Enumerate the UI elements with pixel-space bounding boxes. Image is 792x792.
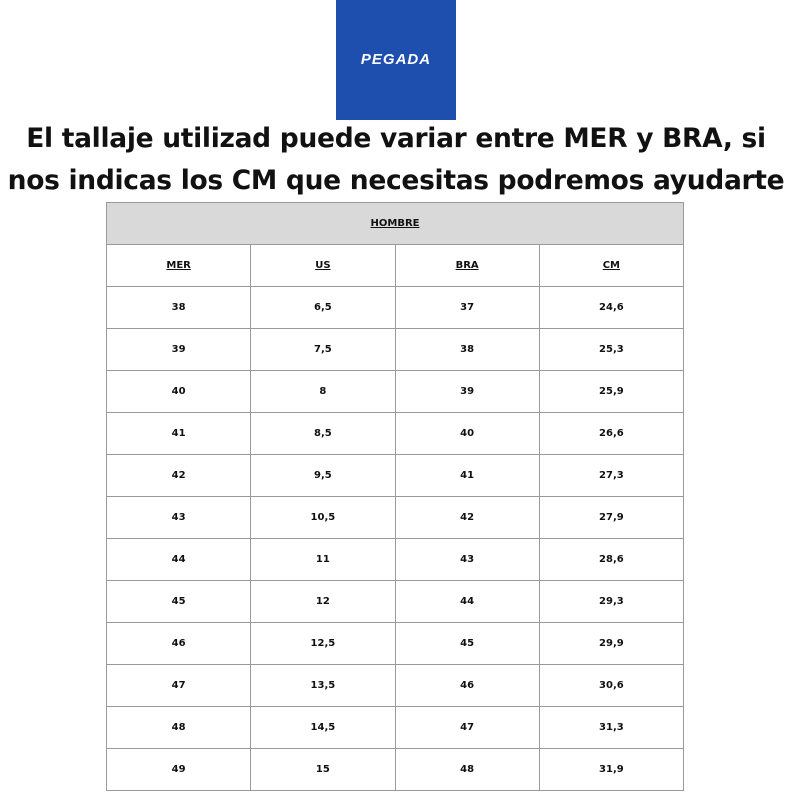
table-cell-bra: 46 <box>395 665 539 707</box>
table-cell-bra: 41 <box>395 455 539 497</box>
table-row <box>107 413 684 455</box>
table-cell-mer: 39 <box>107 329 251 371</box>
table-cell-cm: 25,9 <box>539 371 683 413</box>
table-cell-us: 12 <box>251 581 395 623</box>
table-cell-us: 8 <box>251 371 395 413</box>
table-row <box>107 581 684 623</box>
headline <box>0 118 792 202</box>
table-cell-mer: 42 <box>107 455 251 497</box>
table-cell-mer: 48 <box>107 707 251 749</box>
table-cell-cm: 28,6 <box>539 539 683 581</box>
table-cell-us: 9,5 <box>251 455 395 497</box>
column-header-bra: BRA <box>395 245 539 287</box>
brand-logo-text: PEGADA <box>360 50 432 68</box>
table-cell-us: 15 <box>251 749 395 791</box>
table-cell-bra: 45 <box>395 623 539 665</box>
table-cell-us: 10,5 <box>251 497 395 539</box>
table-row <box>107 455 684 497</box>
table-cell-cm: 24,6 <box>539 287 683 329</box>
headline-line-1: El tallaje utilizad puede variar entre MER y BRA, si <box>26 123 766 154</box>
table-row <box>107 371 684 413</box>
brand-logo <box>336 0 456 120</box>
table-row <box>107 749 684 791</box>
table-row <box>107 665 684 707</box>
table-cell-bra: 40 <box>395 413 539 455</box>
column-header-cm: CM <box>539 245 683 287</box>
table-row <box>107 707 684 749</box>
table-row <box>107 287 684 329</box>
table-cell-mer: 47 <box>107 665 251 707</box>
table-cell-us: 11 <box>251 539 395 581</box>
table-cell-cm: 26,6 <box>539 413 683 455</box>
table-cell-cm: 29,3 <box>539 581 683 623</box>
table-cell-mer: 45 <box>107 581 251 623</box>
table-cell-mer: 44 <box>107 539 251 581</box>
table-header-row <box>107 245 684 287</box>
table-cell-us: 12,5 <box>251 623 395 665</box>
headline-line-2: nos indicas los CM que necesitas podremos ayudarte <box>7 165 785 196</box>
table-cell-cm: 31,9 <box>539 749 683 791</box>
table-cell-us: 13,5 <box>251 665 395 707</box>
table-cell-mer: 41 <box>107 413 251 455</box>
column-header-us: US <box>251 245 395 287</box>
table-row <box>107 497 684 539</box>
table-body <box>107 287 684 791</box>
table-cell-mer: 49 <box>107 749 251 791</box>
table-cell-cm: 31,3 <box>539 707 683 749</box>
table-cell-us: 14,5 <box>251 707 395 749</box>
table-cell-cm: 27,9 <box>539 497 683 539</box>
table-cell-cm: 25,3 <box>539 329 683 371</box>
table-cell-bra: 47 <box>395 707 539 749</box>
table-row <box>107 623 684 665</box>
table-cell-cm: 29,9 <box>539 623 683 665</box>
table-cell-us: 8,5 <box>251 413 395 455</box>
table-cell-cm: 27,3 <box>539 455 683 497</box>
table-cell-bra: 44 <box>395 581 539 623</box>
table-cell-bra: 48 <box>395 749 539 791</box>
table-cell-mer: 46 <box>107 623 251 665</box>
column-header-mer: MER <box>107 245 251 287</box>
table-title-row <box>107 203 684 245</box>
table-cell-mer: 38 <box>107 287 251 329</box>
table-cell-mer: 40 <box>107 371 251 413</box>
table-row <box>107 329 684 371</box>
size-chart-table <box>106 202 684 791</box>
table-cell-us: 7,5 <box>251 329 395 371</box>
table-title: HOMBRE <box>107 203 684 245</box>
table-cell-bra: 39 <box>395 371 539 413</box>
table-cell-bra: 43 <box>395 539 539 581</box>
table-cell-bra: 38 <box>395 329 539 371</box>
table-row <box>107 539 684 581</box>
table-cell-cm: 30,6 <box>539 665 683 707</box>
table-cell-bra: 37 <box>395 287 539 329</box>
table-cell-bra: 42 <box>395 497 539 539</box>
table-cell-us: 6,5 <box>251 287 395 329</box>
table-cell-mer: 43 <box>107 497 251 539</box>
